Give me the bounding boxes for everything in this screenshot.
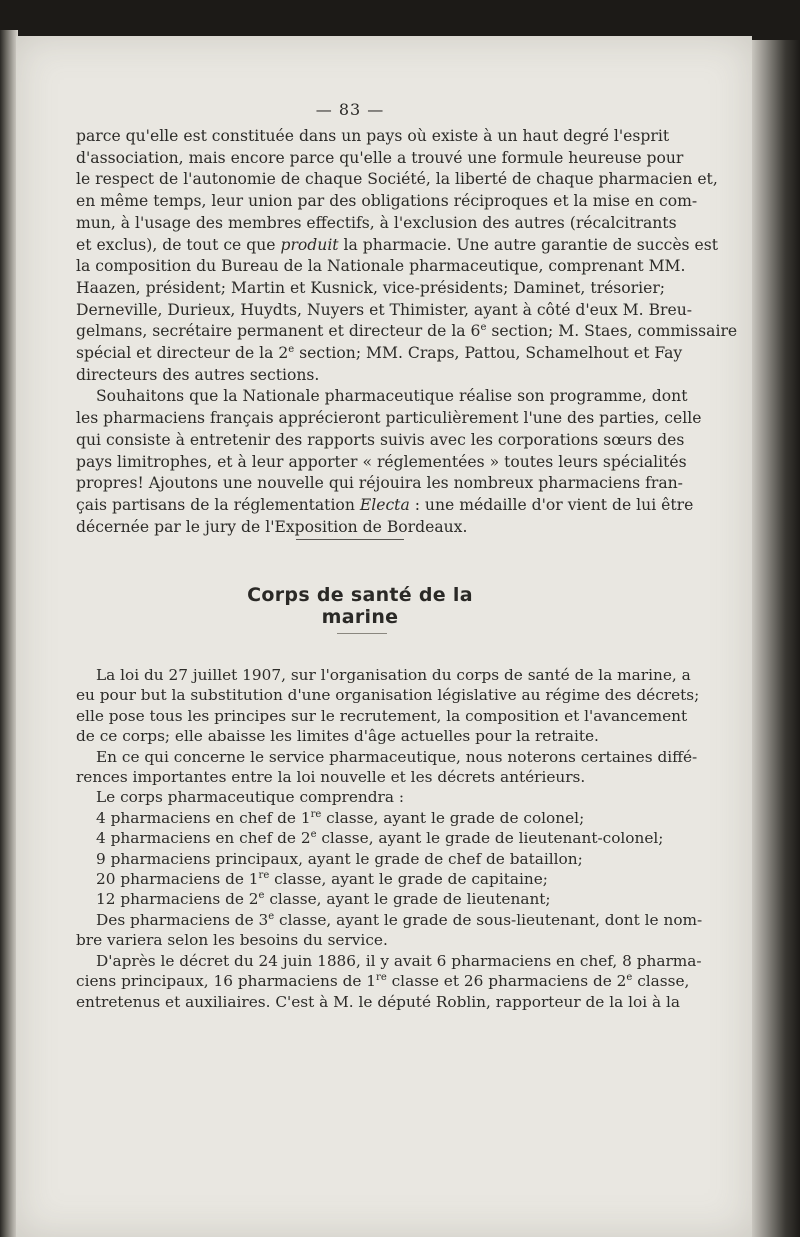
text-fragment: section; MM. Craps, Pattou, Schamelhout et Fay (294, 344, 683, 363)
text-line: parce qu'elle est constituée dans un pays où existe à un haut degré l'esprit (76, 127, 670, 145)
text-fragment: et exclus), de tout ce que (76, 235, 276, 254)
page-number: — 83 — (315, 100, 385, 119)
text-fragment: 4 pharmaciens en chef de 1 (96, 808, 311, 827)
paragraph-nationale-pharmaceutique (76, 126, 738, 538)
text-line: En ce qui concerne le service pharmaceutique, nous noterons certaines diffé- (96, 747, 698, 766)
text-fragment: classe, ayant le grade de lieutenant; (264, 890, 551, 909)
heading-underline (337, 633, 387, 634)
section-heading: Corps de santé de la marine (247, 584, 473, 628)
italic-word: Electa (359, 495, 410, 514)
superscript: re (310, 808, 322, 820)
text-line: Souhaitons que la Nationale pharmaceutique réalise son programme, dont (96, 387, 688, 406)
text-fragment: classe, ayant le grade de colonel; (321, 808, 585, 827)
text-fragment: gelmans, secrétaire permanent et directeur de la 6 (76, 322, 481, 341)
list-item (76, 869, 628, 889)
text-fragment: : une médaille d'or vient de lui être (414, 495, 694, 514)
text-fragment: classe, ayant le grade de capitaine; (269, 870, 548, 889)
text-line: La loi du 27 juillet 1907, sur l'organisation du corps de santé de la marine, a (96, 666, 691, 684)
text-fragment: section; M. Staes, commissaire (486, 322, 738, 341)
text-line: directeurs des autres sections. (76, 365, 320, 384)
text-line: D'après le décret du 24 juin 1886, il y avait 6 pharmaciens en chef, 8 pharma- (96, 951, 702, 970)
text-line: entretenus et auxiliaires. C'est à M. le député Roblin, rapporteur de la loi à la (76, 992, 680, 1011)
text-fragment: Des pharmaciens de 3 (96, 910, 269, 929)
text-line: d'association, mais encore parce qu'elle a trouvé une formule heureuse pour (76, 148, 684, 167)
text-line: bre variera selon les besoins du service. (76, 931, 388, 950)
superscript: e (268, 910, 275, 922)
text-line (76, 321, 738, 343)
text-fragment: çais partisans de la réglementation (76, 495, 355, 514)
text-line (76, 343, 683, 365)
list-item (76, 828, 664, 848)
text-line: qui consiste à entretenir des rapports suivis avec les corporations sœurs des (76, 430, 685, 449)
list-item (76, 910, 703, 930)
italic-word: produit (280, 235, 339, 254)
superscript: e (626, 972, 633, 984)
text-line (76, 495, 694, 517)
paragraph-corps-de-sante (76, 665, 703, 1012)
text-line: eu pour but la substitution d'une organisation législative au régime des décrets; (76, 686, 700, 705)
text-line: les pharmaciens français apprécieront particulièrement l'une des parties, celle (76, 409, 702, 428)
superscript: e (480, 322, 487, 334)
text-fragment: classe, (632, 972, 690, 991)
superscript: re (258, 870, 270, 882)
text-fragment: spécial et directeur de la 2 (76, 344, 289, 363)
text-fragment: classe, ayant le grade de lieutenant-colonel; (316, 829, 664, 848)
text-line: la composition du Bureau de la Nationale pharmaceutique, comprenant MM. (76, 257, 686, 276)
list-item (76, 808, 628, 828)
text-line (76, 235, 719, 257)
text-line: de ce corps; elle abaisse les limites d'âge actuelles pour la retraite. (76, 727, 599, 746)
text-line: décernée par le jury de l'Exposition de Bordeaux. (76, 517, 468, 536)
superscript: e (310, 829, 317, 841)
text-fragment: 12 pharmaciens de 2 (96, 890, 259, 909)
superscript: re (376, 972, 387, 984)
text-line: mun, à l'usage des membres effectifs, à l'exclusion des autres (récalcitrants (76, 213, 677, 232)
superscript: e (258, 890, 265, 902)
text-fragment: 20 pharmaciens de 1 (96, 870, 259, 889)
text-fragment: la pharmacie. Une autre garantie de succès est (343, 235, 719, 254)
text-fragment: classe et 26 pharmaciens de 2 (386, 972, 627, 991)
text-line: pays limitrophes, et à leur apporter « réglementées » toutes leurs spécialités (76, 452, 687, 471)
text-line: propres! Ajoutons une nouvelle qui réjouira les nombreux pharmaciens fran- (76, 474, 683, 493)
text-line: rences importantes entre la loi nouvelle et les décrets antérieurs. (76, 768, 586, 787)
text-line: le respect de l'autonomie de chaque Société, la liberté de chaque pharmacien et, (76, 170, 718, 189)
text-line: Haazen, président; Martin et Kusnick, vice-présidents; Daminet, trésorier; (76, 278, 666, 297)
text-line: Derneville, Durieux, Huydts, Nuyers et Thimister, ayant à côté d'eux M. Breu- (76, 300, 693, 319)
text-fragment: 4 pharmaciens en chef de 2 (96, 829, 311, 848)
text-line (76, 971, 690, 991)
right-page-edge (752, 40, 800, 1237)
text-line: elle pose tous les principes sur le recrutement, la composition et l'avancement (76, 706, 688, 725)
list-item: 9 pharmaciens principaux, ayant le grade de chef de bataillon; (96, 849, 583, 868)
list-item (76, 889, 628, 909)
superscript: e (288, 344, 295, 356)
text-line: Le corps pharmaceutique comprendra : (96, 788, 404, 807)
text-fragment: classe, ayant le grade de sous-lieutenant, dont le nom- (274, 910, 703, 929)
section-divider (296, 539, 404, 540)
text-line: en même temps, leur union par des obligations réciproques et la mise en com- (76, 192, 698, 211)
text-fragment: ciens principaux, 16 pharmaciens de 1 (76, 972, 377, 991)
